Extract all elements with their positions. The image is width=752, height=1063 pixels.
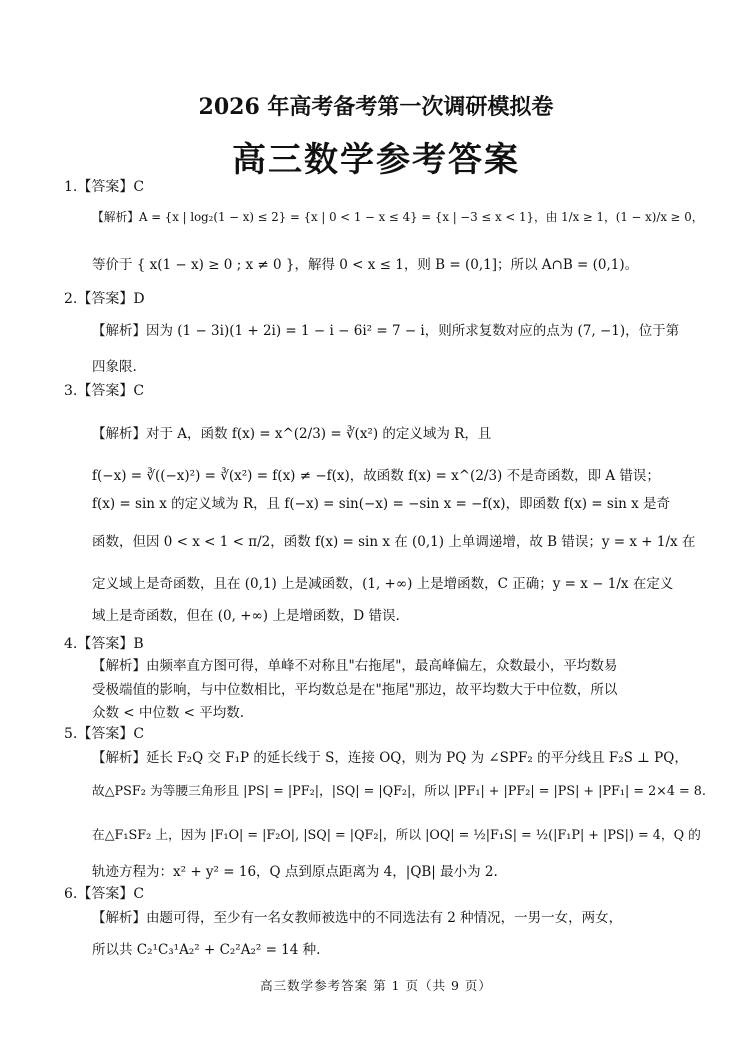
q6-line-2: 所以共 C₂¹C₃¹A₂² + C₂²A₂² = 14 种. (92, 942, 321, 958)
q2-answer: 2.【答案】D (64, 291, 145, 307)
q5-line-4: 轨迹方程为：x² + y² = 16，Q 点到原点距离为 4，|QB| 最小为 2. (92, 864, 498, 880)
q6-answer: 6.【答案】C (64, 886, 145, 902)
q5-answer: 5.【答案】C (64, 726, 145, 742)
q4-answer: 4.【答案】B (64, 636, 144, 652)
q6-line-1: 【解析】由题可得，至少有一名女教师被选中的不同选法有 2 种情况，一男一女，两女， (92, 910, 623, 926)
q4-line-2: 受极端值的影响，与中位数相比，平均数总是在"拖尾"那边，故平均数大于中位数，所以 (92, 682, 618, 698)
q4-line-3: 众数 < 中位数 < 平均数. (92, 705, 245, 721)
answer-title: 高三数学参考答案 (232, 140, 520, 180)
q3-line-6: 域上是奇函数，但在 (0, +∞) 上是增函数，D 错误. (92, 608, 400, 624)
q5-line-2: 故△PSF₂ 为等腰三角形且 |PS| = |PF₂|，|SQ| = |QF₂|，所以 |PF₁| + |PF₂| = |PS| + |PF₁| = 2×4 = 8. (92, 784, 706, 799)
q5-line-3: 在△F₁SF₂ 上，因为 |F₁O| = |F₂O|, |SQ| = |QF₂|，所以 |OQ| = ½|F₁S| = ½(|F₁P| + |PS|) = 4，Q 的 (92, 828, 701, 843)
q3-line-1: 【解析】对于 A，函数 f(x) = x^(2/3) = ∛(x²) 的定义域为 R，且 (92, 426, 492, 442)
q2-line-2: 四象限. (92, 359, 137, 375)
exam-title: 2026 年高考备考第一次调研模拟卷 (198, 94, 554, 120)
q3-answer: 3.【答案】C (64, 383, 145, 399)
q3-line-4: 函数，但因 0 < x < 1 < π/2，函数 f(x) = sin x 在 (0,1) 上单调递增，故 B 错误；y = x + 1/x 在 (92, 534, 696, 550)
q2-line-1: 【解析】因为 (1 − 3i)(1 + 2i) = 1 − i − 6i² = 7 − i，则所求复数对应的点为 (7, −1)，位于第 (92, 323, 680, 339)
q3-line-2: f(−x) = ∛((−x)²) = ∛(x²) = f(x) ≠ −f(x)，故函数 f(x) = x^(2/3) 不是奇函数，即 A 错误； (92, 468, 660, 484)
q3-line-3: f(x) = sin x 的定义域为 R，且 f(−x) = sin(−x) = −sin x = −f(x)，即函数 f(x) = sin x 是奇 (92, 496, 671, 512)
page-footer: 高三数学参考答案 第 1 页（共 9 页） (260, 978, 492, 993)
q5-line-1: 【解析】延长 F₂Q 交 F₁P 的延长线于 S，连接 OQ，则为 PQ 为 ∠SPF₂ 的平分线且 F₂S ⊥ PQ， (92, 750, 688, 766)
q4-line-1: 【解析】由频率直方图可得，单峰不对称且"右拖尾"，最高峰偏左，众数最小，平均数易 (92, 658, 618, 674)
q1-line-1: 【解析】A = {x | log₂(1 − x) ≤ 2} = {x | 0 < 1 − x ≤ 4} = {x | −3 ≤ x < 1}，由 1/x ≥ 1，(1 − x)/x ≥ 0， (92, 210, 704, 224)
q1-answer: 1.【答案】C (64, 179, 145, 195)
q3-line-5: 定义域上是奇函数，且在 (0,1) 上是减函数，(1, +∞) 上是增函数，C 正确；y = x − 1/x 在定义 (92, 576, 674, 592)
q1-line-2: 等价于 { x(1 − x) ≥ 0 ; x ≠ 0 }，解得 0 < x ≤ 1，则 B = (0,1]；所以 A∩B = (0,1)。 (92, 257, 639, 273)
